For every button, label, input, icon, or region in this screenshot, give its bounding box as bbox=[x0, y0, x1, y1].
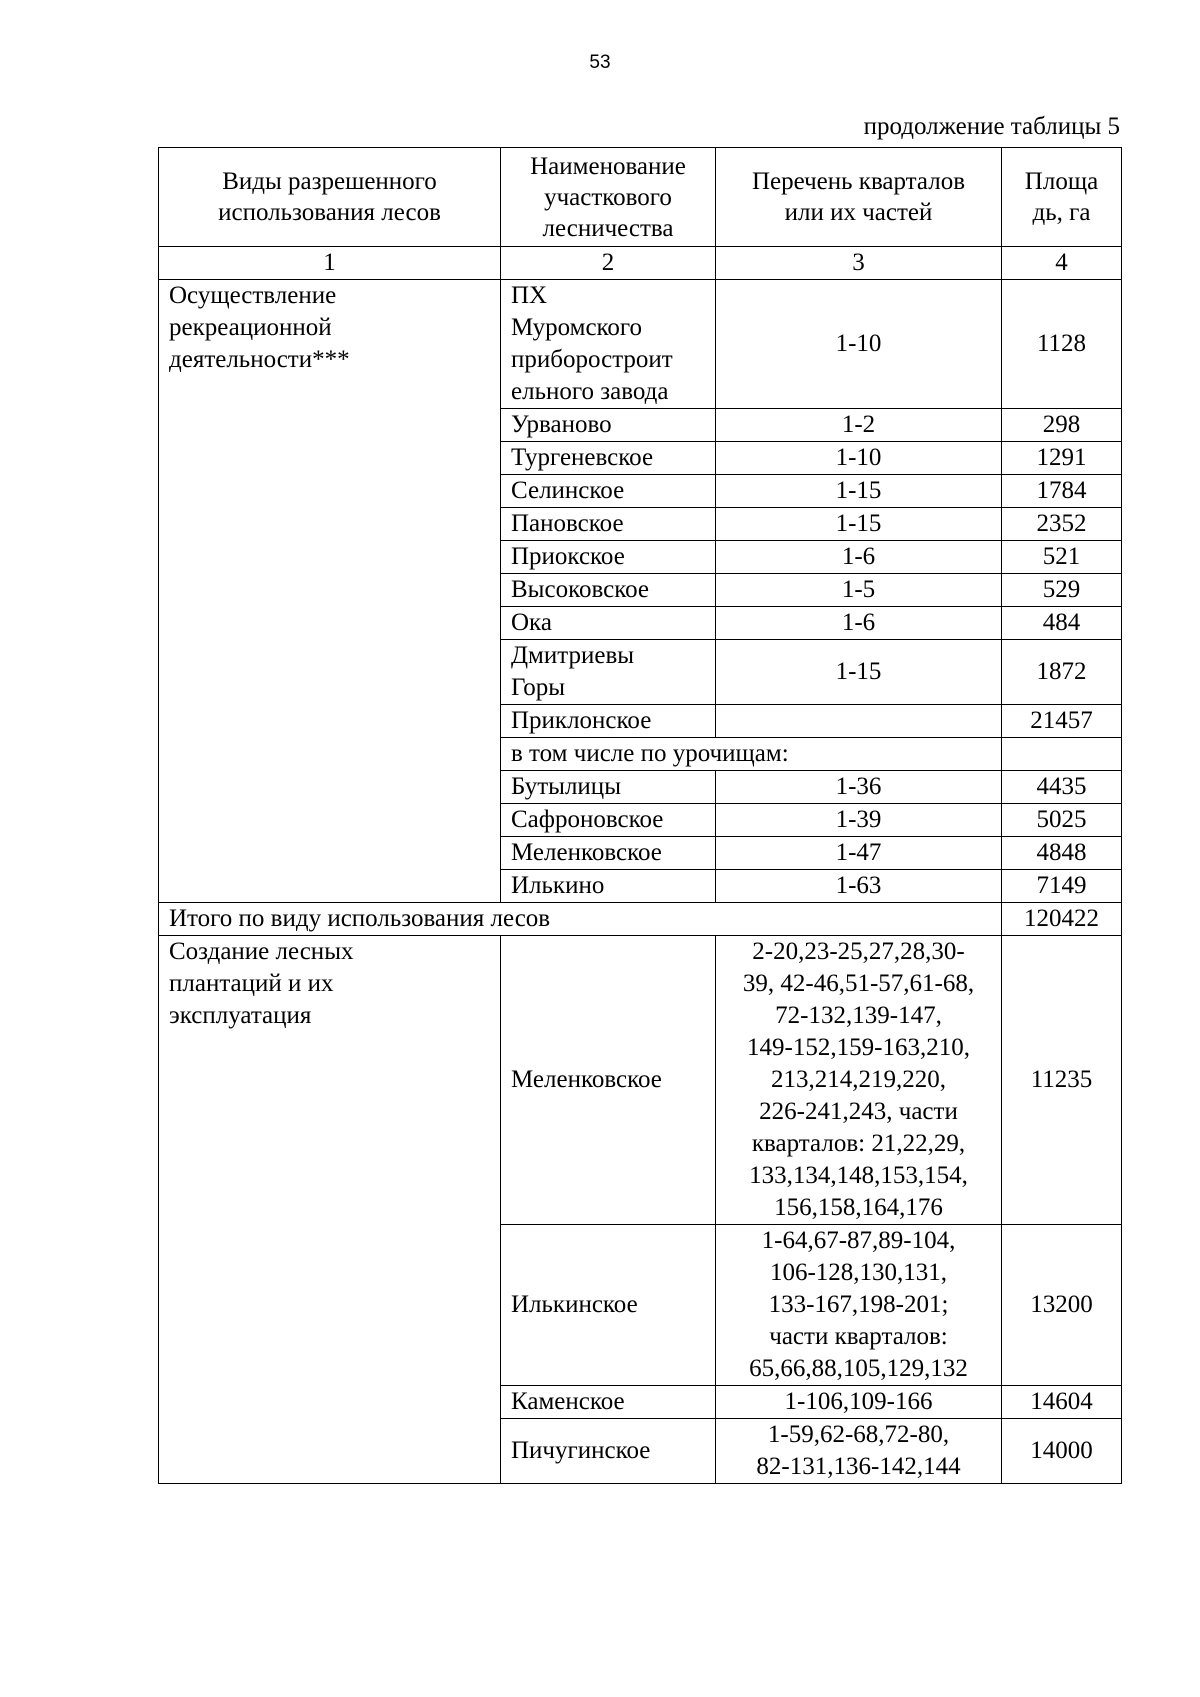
quarters-cell: 1-10 bbox=[716, 280, 1002, 409]
area-cell: 1872 bbox=[1002, 640, 1122, 705]
forestry-cell: Тургеневское bbox=[501, 442, 716, 475]
forestry-cell: Меленковское bbox=[501, 936, 716, 1225]
table-row bbox=[159, 280, 1122, 409]
forestry-cell: Каменское bbox=[501, 1386, 716, 1419]
area-cell: 298 bbox=[1002, 409, 1122, 442]
area-cell: 13200 bbox=[1002, 1225, 1122, 1386]
area-cell: 521 bbox=[1002, 541, 1122, 574]
area-cell: 7149 bbox=[1002, 870, 1122, 903]
forestry-cell: Ока bbox=[501, 607, 716, 640]
forestry-cell: Селинское bbox=[501, 475, 716, 508]
area-cell: 2352 bbox=[1002, 508, 1122, 541]
quarters-cell: 1-15 bbox=[716, 475, 1002, 508]
quarters-cell: 1-2 bbox=[716, 409, 1002, 442]
quarters-cell: 1-64,67-87,89-104, 106-128,130,131, 133-167,198-201; части кварталов: 65,66,88,105,129,132 bbox=[716, 1225, 1002, 1386]
forestry-cell: Урваново bbox=[501, 409, 716, 442]
total-row bbox=[159, 903, 1122, 936]
forestry-cell: ПХ Муромского приборостроит ельного завода bbox=[501, 280, 716, 409]
area-cell: 21457 bbox=[1002, 705, 1122, 738]
table-row bbox=[159, 936, 1122, 1225]
area-cell: 529 bbox=[1002, 574, 1122, 607]
use-type-plantations: Создание лесных плантаций и их эксплуатация bbox=[159, 936, 501, 1484]
column-number: 4 bbox=[1002, 247, 1122, 280]
column-number-row bbox=[159, 247, 1122, 280]
area-cell: 5025 bbox=[1002, 804, 1122, 837]
area-cell: 1291 bbox=[1002, 442, 1122, 475]
quarters-cell: 1-6 bbox=[716, 541, 1002, 574]
area-cell: 1128 bbox=[1002, 280, 1122, 409]
forestry-cell: Пичугинское bbox=[501, 1419, 716, 1484]
forestry-cell: Приокское bbox=[501, 541, 716, 574]
forestry-cell: Илькинское bbox=[501, 1225, 716, 1386]
forestry-cell: Высоковское bbox=[501, 574, 716, 607]
forestry-cell: Бутылицы bbox=[501, 771, 716, 804]
quarters-cell: 1-10 bbox=[716, 442, 1002, 475]
use-type-recreation: Осуществление рекреационной деятельности*** bbox=[159, 280, 501, 903]
area-cell bbox=[1002, 738, 1122, 771]
quarters-cell: 1-106,109-166 bbox=[716, 1386, 1002, 1419]
including-tracts-label: в том числе по урочищам: bbox=[501, 738, 1002, 771]
total-label: Итого по виду использования лесов bbox=[159, 903, 1002, 936]
column-number: 1 bbox=[159, 247, 501, 280]
table-continuation-label: продолжение таблицы 5 bbox=[863, 113, 1120, 140]
header-forestry: Наименование участкового лесничества bbox=[501, 148, 716, 247]
forestry-cell: Дмитриевы Горы bbox=[501, 640, 716, 705]
quarters-cell: 1-5 bbox=[716, 574, 1002, 607]
area-cell: 14604 bbox=[1002, 1386, 1122, 1419]
total-area: 120422 bbox=[1002, 903, 1122, 936]
quarters-cell: 1-6 bbox=[716, 607, 1002, 640]
page-number: 53 bbox=[589, 52, 611, 73]
quarters-cell: 1-39 bbox=[716, 804, 1002, 837]
header-area: Площа дь, га bbox=[1002, 148, 1122, 247]
area-cell: 11235 bbox=[1002, 936, 1122, 1225]
quarters-cell: 1-36 bbox=[716, 771, 1002, 804]
forestry-cell: Илькино bbox=[501, 870, 716, 903]
table-header-row bbox=[159, 148, 1122, 247]
quarters-cell: 1-15 bbox=[716, 640, 1002, 705]
forestry-cell: Меленковское bbox=[501, 837, 716, 870]
forestry-cell: Пановское bbox=[501, 508, 716, 541]
area-cell: 484 bbox=[1002, 607, 1122, 640]
area-cell: 4435 bbox=[1002, 771, 1122, 804]
quarters-cell: 1-15 bbox=[716, 508, 1002, 541]
area-cell: 1784 bbox=[1002, 475, 1122, 508]
quarters-cell: 1-59,62-68,72-80, 82-131,136-142,144 bbox=[716, 1419, 1002, 1484]
column-number: 3 bbox=[716, 247, 1002, 280]
forestry-cell: Сафроновское bbox=[501, 804, 716, 837]
header-quarters: Перечень кварталов или их частей bbox=[716, 148, 1002, 247]
area-cell: 14000 bbox=[1002, 1419, 1122, 1484]
header-use-type: Виды разрешенного использования лесов bbox=[159, 148, 501, 247]
quarters-cell: 1-47 bbox=[716, 837, 1002, 870]
forest-use-table bbox=[158, 147, 1122, 1484]
quarters-cell bbox=[716, 705, 1002, 738]
quarters-cell: 1-63 bbox=[716, 870, 1002, 903]
area-cell: 4848 bbox=[1002, 837, 1122, 870]
quarters-cell: 2-20,23-25,27,28,30- 39, 42-46,51-57,61-68, 72-132,139-147, 149-152,159-163,210, 213,214,219,220, 226-241,243, части кварталов: 21,22,29, 133,134,148,153,154, 156,158,164,176 bbox=[716, 936, 1002, 1225]
column-number: 2 bbox=[501, 247, 716, 280]
forestry-cell: Приклонское bbox=[501, 705, 716, 738]
